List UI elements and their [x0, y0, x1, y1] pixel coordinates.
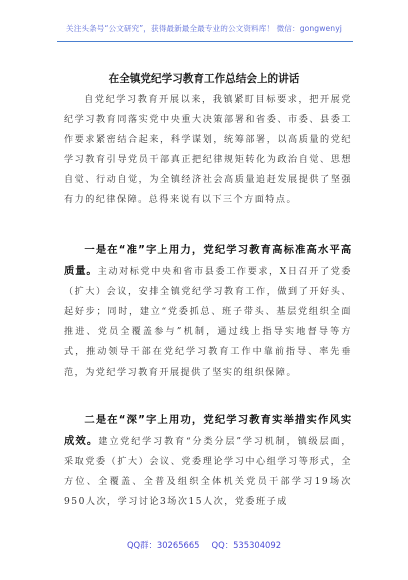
- paragraph-lead-heading: 二是在“深”字上用功，党纪学习教育实举措实作风实成效。: [64, 414, 352, 448]
- paragraph-text: 主动对标党中央和省市县委工作要求，X日召开了党委（扩大）会议，安排全镇党纪学习教育工作，做到了开好头、起好步；同时，建立“党委抓总、班子带头、基层党组织全面推进、党员全覆盖参与”机制，通过线上指导实地督导等方式，推动领导干部在党纪学习教育工作中靠前指导、率先垂范，为党纪学习教育开展提供了坚实的组织保障。: [64, 267, 352, 378]
- document-title: 在全镇党纪学习教育工作总结会上的讲话: [108, 73, 300, 85]
- paragraph-intro: [64, 90, 352, 211]
- qq-group-number: 30265665: [156, 540, 200, 550]
- paragraph-point-one: [64, 240, 352, 383]
- paragraph-text: 自党纪学习教育开展以来，我镇紧盯目标要求，把开展党纪学习教育同落实党中央重大决策部署和省委、市委、县委工作要求紧密结合起来，科学谋划，统筹部署，以高质量的党纪学习教育引导党员干部真正把纪律规矩转化为政治自觉、思想自觉、行动自觉，为全镇经济社会高质量追赶发展提供了坚强有力的纪律保障。总得来说有以下三个方面特点。: [64, 95, 352, 206]
- qq-number: 535304092: [233, 540, 282, 550]
- header-divider: [57, 41, 353, 42]
- paragraph-point-two: [64, 410, 352, 512]
- header-banner: 关注头条号“公文研究”，获得最新最全最专业的公文资料库！ 微信：gongwenyj: [66, 24, 342, 33]
- qq-group-label: QQ群：: [126, 540, 157, 550]
- footer-contact: [0, 539, 408, 551]
- paragraph-text: 建立党纪学习教育“分类分层”学习机制，镇级层面，采取党委（扩大）会议、党委理论学习中心组学习等形式，全方位、全覆盖、全普及组织全体机关党员干部学习19场次950人次，学习讨论3场次15人次，党委班子成: [64, 437, 352, 508]
- qq-label: QQ：: [211, 540, 234, 550]
- paragraph-lead-heading: 一是在“准”字上用力，党纪学习教育高标准高水平高质量。: [64, 244, 352, 278]
